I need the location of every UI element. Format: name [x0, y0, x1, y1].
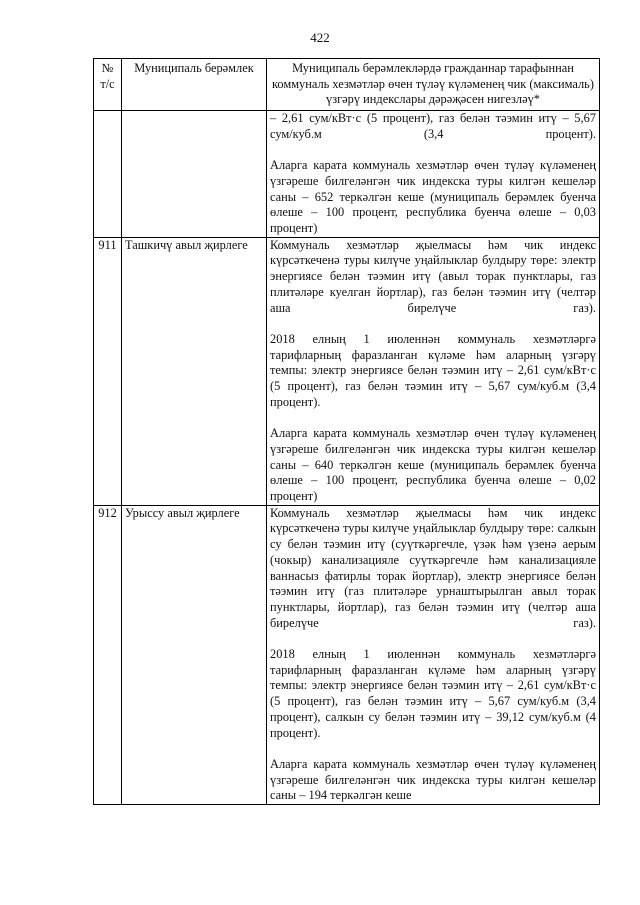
- description-paragraph: – 2,61 сум/кВт·с (5 процент), газ белән тәэмин итү – 5,67 сум/куб.м (3,4 процент).: [270, 111, 596, 141]
- row-description: [267, 111, 600, 238]
- row-description: [267, 237, 600, 505]
- description-paragraph: Коммуналь хезмәтләр җыелмасы һәм чик индекс күрсәткеченә туры килүче уңайлыклар булдыру төре: салкын су белән тәэмин итү (суүткәргечле, үзәк һәм үзенә аерым (чокыр) канализацияле суүткәргечле һәм канализацияле ваннасыз фатирлы торак йортлар), электр энергиясе белән тәэмин итү (газ плитәләре урнаштырылган авыл торак пунктлары, йортлар), газ белән тәэмин итү (челтәр аша бирелүче газ).: [270, 505, 596, 630]
- table-header-row: [94, 59, 600, 111]
- row-municipality: Ташкичү авыл җирлеге: [122, 237, 267, 505]
- table-row: [94, 237, 600, 505]
- row-number: 912: [94, 505, 122, 804]
- municipal-index-table: [93, 58, 600, 805]
- header-description: Муниципаль берәмлекләрдә гражданнар тарафыннан коммуналь хезмәтләр өчен түләү күләменең чик (максималь) үзгәрү индекслары дәрәҗәсен нигезләү*: [267, 59, 600, 111]
- row-description: [267, 505, 600, 804]
- header-municipality: Муниципаль берәмлек: [122, 59, 267, 111]
- description-paragraph: 2018 елның 1 июленнән коммуналь хезмәтләргә тарифларның фаразланган күләме һәм аларның үзгәрү темпы: электр энергиясе белән тәэмин итү – 2,61 сум/кВт·с (5 процент), газ белән тәэмин итү – 5,67 сум/куб.м (3,4 процент), салкын су белән тәэмин итү – 39,12 сум/куб.м (4 процент).: [270, 647, 596, 740]
- row-number: [94, 111, 122, 238]
- page-number: 422: [310, 30, 330, 45]
- description-paragraph: Аларга карата коммуналь хезмәтләр өчен түләү күләменең үзгәреше билгеләнгән чик индекска туры килгән кешеләр саны – 652 теркәлгән кеше (муниципаль берәмлек буенча өлеше – 100 процент, республика буенча өлеше – 0,03 процент): [270, 158, 596, 236]
- table-row: [94, 111, 600, 238]
- row-municipality: Урыссу авыл җирлеге: [122, 505, 267, 804]
- description-paragraph: Аларга карата коммуналь хезмәтләр өчен түләү күләменең үзгәреше билгеләнгән чик индекска туры килгән кешеләр саны – 640 теркәлгән кеше (муниципаль берәмлек буенча өлеше – 100 процент, республика буенча өлеше – 0,02 процент): [270, 426, 596, 503]
- row-number: 911: [94, 237, 122, 505]
- description-paragraph: 2018 елның 1 июленнән коммуналь хезмәтләргә тарифларның фаразланган күләме һәм аларның үзгәрү темпы: электр энергиясе белән тәэмин итү – 2,61 сум/кВт·с (5 процент), газ белән тәэмин итү – 5,67 сум/куб.м (3,4 процент).: [270, 331, 596, 409]
- header-number: № т/с: [94, 59, 122, 111]
- table-row: [94, 505, 600, 804]
- row-municipality: [122, 111, 267, 238]
- description-paragraph: Коммуналь хезмәтләр җыелмасы һәм чик индекс күрсәткеченә туры килүче уңайлыклар булдыру төре: электр энергиясе белән тәэмин итү (авыл торак пунктлары, газ плитәләре куелган йортлар), газ белән тәэмин итү (челтәр аша бирелүче газ).: [270, 237, 596, 315]
- description-paragraph: Аларга карата коммуналь хезмәтләр өчен түләү күләменең үзгәреше билгеләнгән чик индекска туры килгән кешеләр саны – 194 теркәлгән кеше: [270, 756, 596, 803]
